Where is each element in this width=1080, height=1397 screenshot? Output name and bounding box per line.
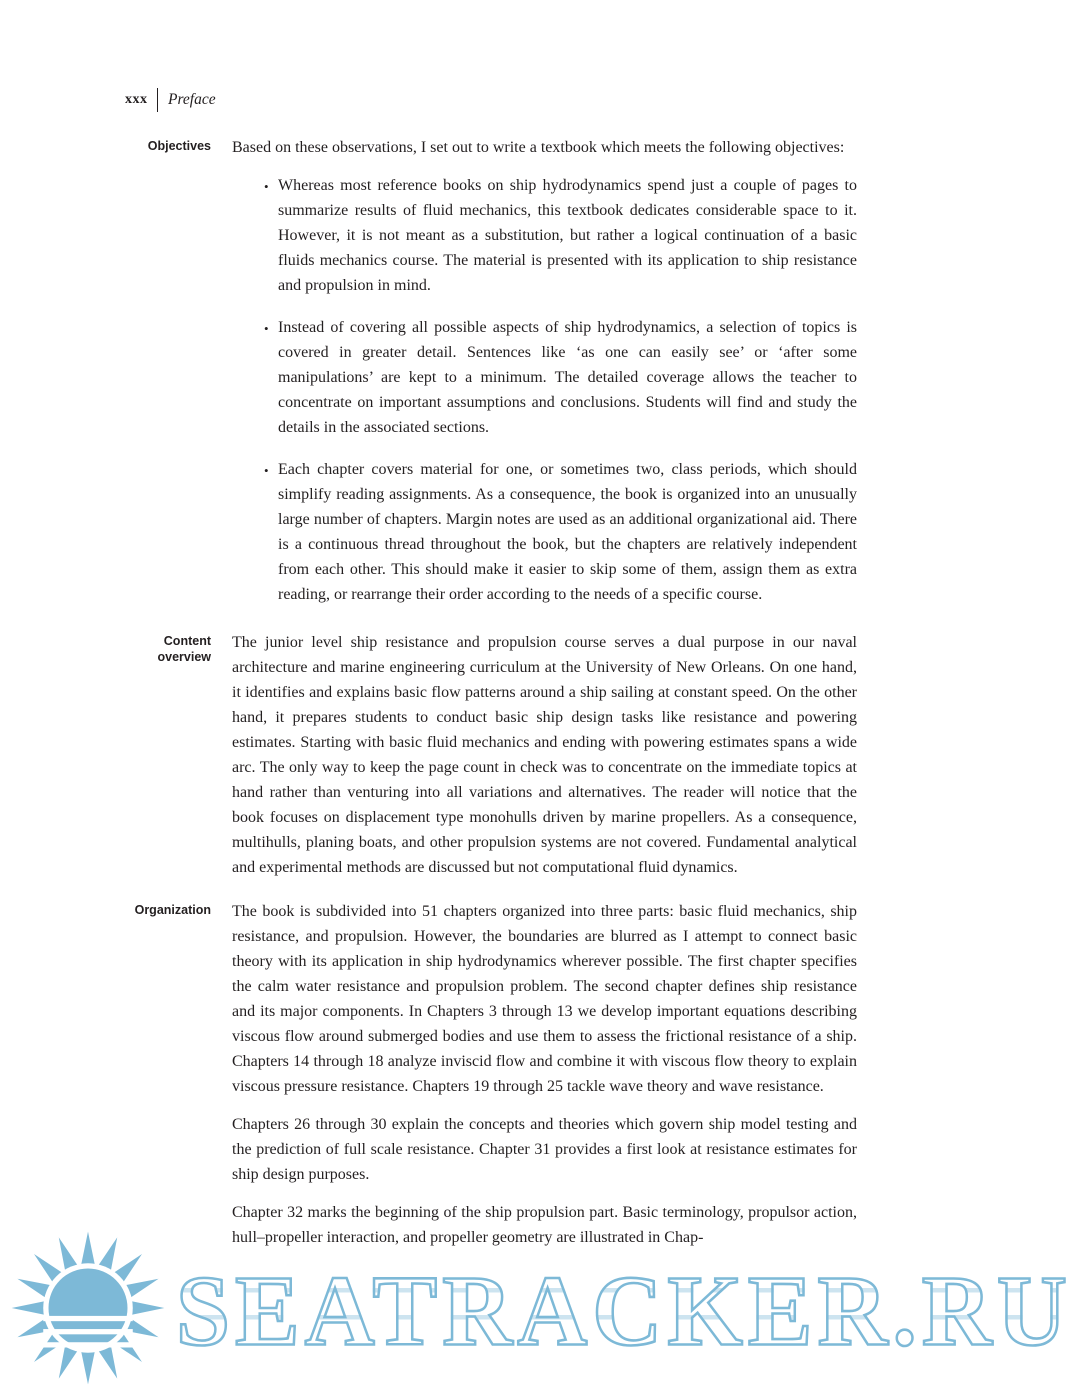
margin-note: [0, 899, 232, 1263]
section-content-overview: [0, 630, 1080, 893]
list-item: [264, 457, 857, 607]
margin-note-label: Objectives: [147, 139, 211, 153]
paragraph: Chapter 32 marks the beginning of the ship propulsion part. Basic terminology, propulsor action, hull–propeller interaction, and propeller geometry are illustrated in Chap-: [232, 1204, 857, 1246]
margin-note: [0, 630, 232, 893]
paragraph: Based on these observations, I set out to write a textbook which meets the following objectives:: [232, 139, 845, 156]
section-body: [232, 630, 857, 893]
paragraph: Chapters 26 through 30 explain the concepts and theories which govern ship model testing and the prediction of full scale resistance. Chapter 31 provides a first look at resistance estimates for ship design purposes.: [232, 1116, 857, 1183]
watermark: [4, 1228, 1076, 1393]
section-objectives: [0, 135, 1080, 624]
margin-note: [0, 135, 232, 624]
margin-note-label: Content overview: [157, 634, 211, 665]
header-divider: [157, 88, 159, 112]
list-item: [264, 315, 857, 440]
bullet-icon: •: [264, 463, 269, 478]
bullet-list: [232, 173, 857, 607]
section-body: [232, 899, 857, 1263]
page-number: xxx: [125, 92, 148, 107]
watermark-text: SEATRACKER.RU: [176, 1253, 1072, 1368]
list-item-text: Instead of covering all possible aspects of ship hydrodynamics, a selection of topics is covered in greater detail. Sentences like ‘as one can easily see’ or ‘after some manipulations’ are kept to a minimum. The detailed coverage allows the teacher to concentrate on important assumptions and conclusions. Students will find and study the details in the associated sections.: [278, 319, 857, 436]
bullet-icon: •: [264, 179, 269, 194]
running-head: [125, 88, 216, 112]
chapter-title: Preface: [168, 91, 216, 108]
page-content: [0, 135, 1080, 1263]
paragraph: The book is subdivided into 51 chapters organized into three parts: basic fluid mechanics, ship resistance, and propulsion. However, the boundaries are blurred as I attempt to connect basic theory with its application in ship hydrodynamics wherever possible. The first chapter specifies the calm water resistance and propulsion problem. The second chapter defines ship resistance and its major components. In Chapters 3 through 13 we develop important equations describing viscous flow around submerged bodies and use them to assess the frictional resistance of a ship. Chapters 14 through 18 analyze inviscid flow and combine it with viscous flow theory to explain viscous pressure resistance. Chapters 19 through 25 tackle wave theory and wave resistance.: [232, 903, 857, 1095]
margin-note-label: Organization: [134, 903, 211, 917]
section-body: [232, 135, 857, 624]
sun-icon: [4, 1229, 172, 1392]
paragraph: The junior level ship resistance and propulsion course serves a dual purpose in our naval architecture and marine engineering curriculum at the University of New Orleans. On one hand, it identifies and explains basic flow patterns around a ship sailing at constant speed. On the other hand, it prepares students to conduct basic ship design tasks like resistance and powering estimates. Starting with basic fluid mechanics and ending with powering estimates spans a wide arc. The only way to keep the page count in check was to concentrate on the immediate topics at hand rather than venturing into all variations and alternatives. The reader will notice that the book focuses on displacement type monohulls driven by marine propellers. As a consequence, multihulls, planing boats, and other propulsion systems are not covered. Fundamental analytical and experimental methods are discussed but not computational fluid dynamics.: [232, 634, 857, 876]
section-organization: [0, 899, 1080, 1263]
list-item: [264, 173, 857, 298]
list-item-text: Whereas most reference books on ship hydrodynamics spend just a couple of pages to summarize results of fluid mechanics, this textbook dedicates considerable space to it. However, it is not meant as a substitution, but rather a logical continuation of a basic fluids mechanics course. The material is presented with its application to ship resistance and propulsion in mind.: [278, 177, 857, 294]
list-item-text: Each chapter covers material for one, or sometimes two, class periods, which should simplify reading assignments. As a consequence, the book is organized into an unusually large number of chapters. Margin notes are used as an additional organizational aid. There is a continuous thread throughout the book, but the chapters are relatively independent from each other. This should make it easier to skip some of them, assign them as extra reading, or rearrange their order according to the needs of a specific course.: [278, 461, 857, 603]
bullet-icon: •: [264, 321, 269, 336]
